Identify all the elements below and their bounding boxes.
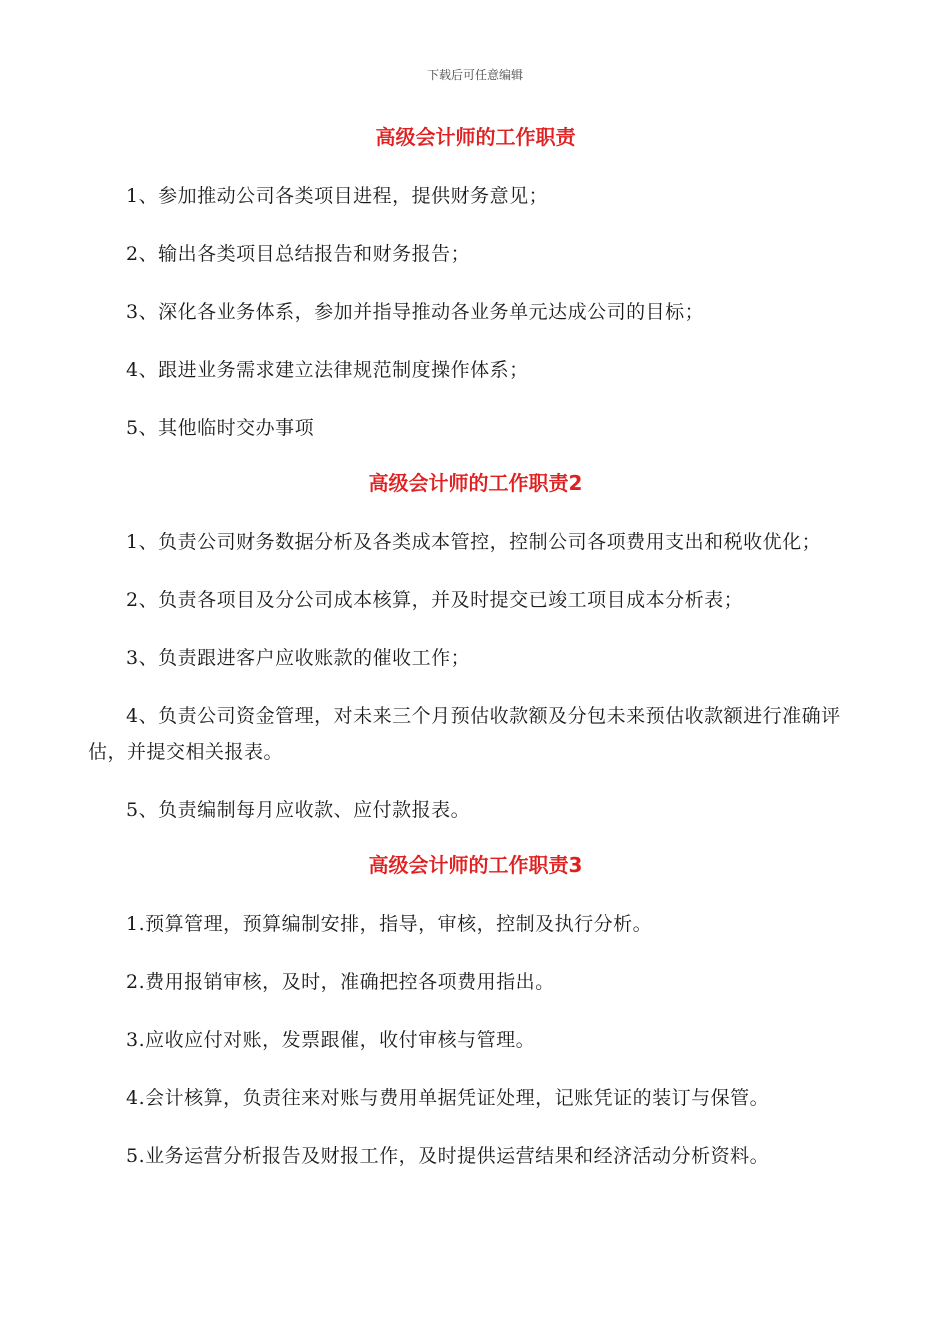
list-item: 5.业务运营分析报告及财报工作，及时提供运营结果和经济活动分析资料。: [126, 1145, 770, 1167]
header-note: 下载后可任意编辑: [426, 68, 523, 82]
section-title: 高级会计师的工作职责2: [368, 471, 583, 495]
list-item: 3.应收应付对账，发票跟催，收付审核与管理。: [126, 1029, 536, 1051]
list-item: 4.会计核算，负责往来对账与费用单据凭证处理，记账凭证的装订与保管。: [126, 1087, 770, 1109]
section-title: 高级会计师的工作职责3: [368, 853, 583, 877]
list-item: 1、参加推动公司各类项目进程，提供财务意见；: [126, 185, 549, 207]
list-item: 3、深化各业务体系，参加并指导推动各业务单元达成公司的目标；: [126, 301, 705, 323]
list-item: 1、负责公司财务数据分析及各类成本管控，控制公司各项费用支出和税收优化；: [126, 531, 822, 553]
document-body: [88, 118, 863, 1174]
list-item: 4、跟进业务需求建立法律规范制度操作体系；: [126, 359, 529, 381]
list-item: 4、负责公司资金管理，对未来三个月预估收款额及分包未来预估收款额进行准确评估，并提交相关报表。: [88, 705, 841, 763]
list-item: 2、输出各类项目总结报告和财务报告；: [126, 243, 471, 265]
list-item: 2、负责各项目及分公司成本核算，并及时提交已竣工项目成本分析表；: [126, 589, 744, 611]
list-item: 2.费用报销审核，及时，准确把控各项费用指出。: [126, 971, 555, 993]
section-title: 高级会计师的工作职责: [375, 125, 576, 149]
list-item: 3、负责跟进客户应收账款的催收工作；: [126, 647, 471, 669]
list-item: 5、负责编制每月应收款、应付款报表。: [126, 799, 471, 821]
list-item: 5、其他临时交办事项: [126, 417, 315, 439]
list-item: 1.预算管理，预算编制安排，指导，审核，控制及执行分析。: [126, 913, 653, 935]
